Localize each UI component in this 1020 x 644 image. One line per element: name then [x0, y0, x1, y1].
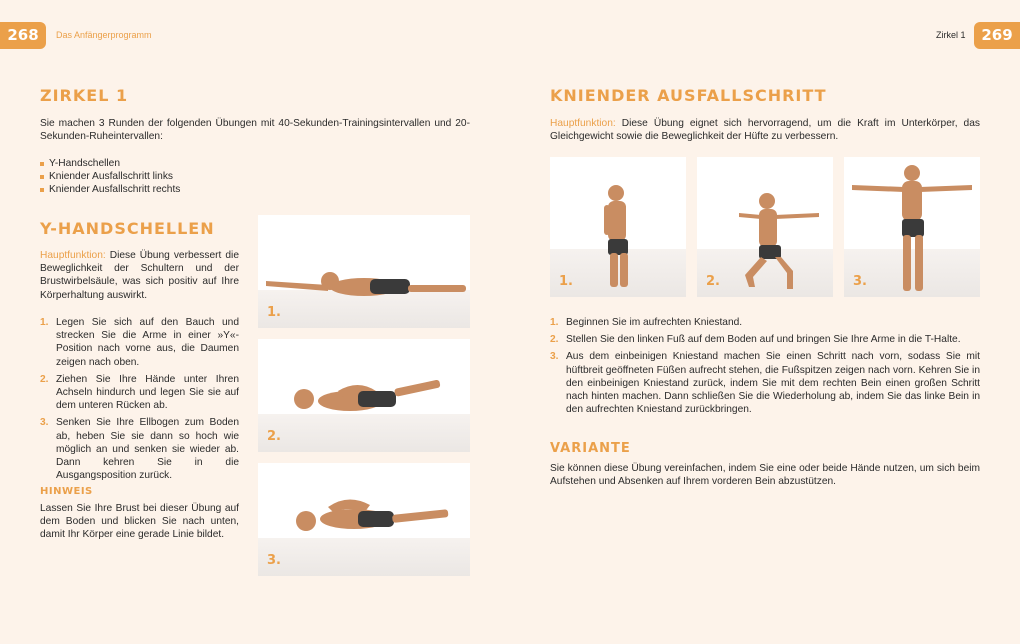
- variant-text: Sie können diese Übung vereinfachen, indem Sie eine oder beide Hände nutzen, um sich beim Aufstehen und Absenken auf Ihrem vorderen Bein abzustützen.: [550, 463, 980, 488]
- photo-y-handschellen-3: [258, 463, 470, 576]
- step-item: [550, 333, 980, 346]
- variant-title: VARIANTE: [550, 441, 631, 456]
- running-title-right: Zirkel 1: [936, 30, 966, 40]
- photo-y-handschellen-2: [258, 339, 470, 452]
- step-item: [550, 350, 980, 416]
- prone-y-figure: [258, 215, 470, 328]
- step-number: 2.: [40, 373, 49, 385]
- step-text: Stellen Sie den linken Fuß auf dem Boden auf und bringen Sie Ihre Arme in die T-Halte.: [566, 334, 961, 346]
- exercise-list: [40, 157, 340, 197]
- photo-step-label: 3.: [267, 553, 281, 568]
- photo-step-label: 1.: [559, 274, 573, 289]
- list-item: Kniender Ausfallschritt rechts: [40, 183, 340, 196]
- list-item: Y-Handschellen: [40, 157, 340, 170]
- photo-y-handschellen-1: [258, 215, 470, 328]
- step-text: Senken Sie Ihre Ellbogen zum Boden ab, heben Sie sie dann so hoch wie möglich an und senken sie wieder ab. Dann kehren Sie in die Ausgangsposition zurück.: [56, 417, 239, 482]
- photo-step-label: 3.: [853, 274, 867, 289]
- main-function-description: Diese Übung verbessert die Beweglichkeit der Schultern und der Brustwirbelsäule, was sich positiv auf Ihre Körperhaltung auswirkt.: [40, 250, 239, 301]
- step-text: Ziehen Sie Ihre Hände unter Ihren Achseln hindurch und legen Sie sie auf dem unteren Rücken ab.: [56, 373, 239, 412]
- step-item: [40, 373, 239, 413]
- step-item: [40, 416, 239, 482]
- step-item: [550, 316, 980, 329]
- photo-step-label: 1.: [267, 305, 281, 320]
- page-number-right: 269: [974, 22, 1020, 49]
- photo-kniender-ausfallschritt-1: [550, 157, 686, 297]
- exercise-title-y-handschellen: Y-HANDSCHELLEN: [40, 219, 215, 238]
- step-text: Aus dem einbeinigen Kniestand machen Sie einen Schritt nach vorn, sodass Sie mit hüftbreit geöffneten Füßen aufrecht stehen, die Fußspitzen zeigen nach vorn. Kehren Sie in den einbeinigen Kniestand zurück, indem Sie mit dem rechten Bein einen großen Schritt nach hinten machen. Dann schließen Sie die Wiederholung ab, indem Sie das linke Bein in den aufrechten Kniestand zurückbringen.: [566, 351, 980, 416]
- step-text: Legen Sie sich auf den Bauch und strecken Sie die Arme in einer »Y«-Position nach vorne aus, die Daumen zeigen nach oben.: [56, 317, 239, 368]
- photo-step-label: 2.: [267, 429, 281, 444]
- exercise-title-kniender-ausfallschritt: KNIENDER AUSFALLSCHRITT: [550, 86, 827, 105]
- note-text: Lassen Sie Ihre Brust bei dieser Übung auf dem Boden und blicken Sie nach unten, damit Ihr Körper eine gerade Linie bildet.: [40, 503, 239, 541]
- step-number: 2.: [550, 334, 559, 346]
- running-title-left: Das Anfängerprogramm: [56, 30, 152, 40]
- step-number: 1.: [550, 317, 559, 328]
- step-item: [40, 316, 239, 369]
- main-function-description: Diese Übung eignet sich hervorragend, um die Kraft im Unterkörper, das Gleichgewicht sowie die Beweglichkeit der Hüfte zu verbessern.: [550, 118, 980, 143]
- page-number-left: 268: [0, 22, 46, 49]
- photo-step-label: 2.: [706, 274, 720, 289]
- steps-list-right: [550, 316, 980, 420]
- main-function-text-right: [550, 117, 980, 143]
- main-function-text: [40, 249, 239, 302]
- step-number: 1.: [40, 317, 49, 328]
- main-function-label: Hauptfunktion:: [40, 250, 106, 261]
- step-number: 3.: [40, 417, 49, 429]
- prone-elbows-up-figure: [258, 463, 470, 576]
- section-title-zirkel: ZIRKEL 1: [40, 86, 129, 105]
- step-text: Beginnen Sie im aufrechten Kniestand.: [566, 317, 743, 328]
- main-function-label: Hauptfunktion:: [550, 118, 616, 129]
- photo-kniender-ausfallschritt-3: [844, 157, 980, 297]
- prone-hands-back-figure: [258, 339, 470, 452]
- photo-kniender-ausfallschritt-2: [697, 157, 833, 297]
- intro-text: Sie machen 3 Runden der folgenden Übungen mit 40-Sekunden-Trainingsintervallen und 20-Sekunden-Ruheintervallen:: [40, 118, 470, 143]
- step-number: 3.: [550, 351, 559, 363]
- note-title: HINWEIS: [40, 486, 93, 497]
- steps-list-left: [40, 316, 239, 486]
- list-item: Kniender Ausfallschritt links: [40, 170, 340, 183]
